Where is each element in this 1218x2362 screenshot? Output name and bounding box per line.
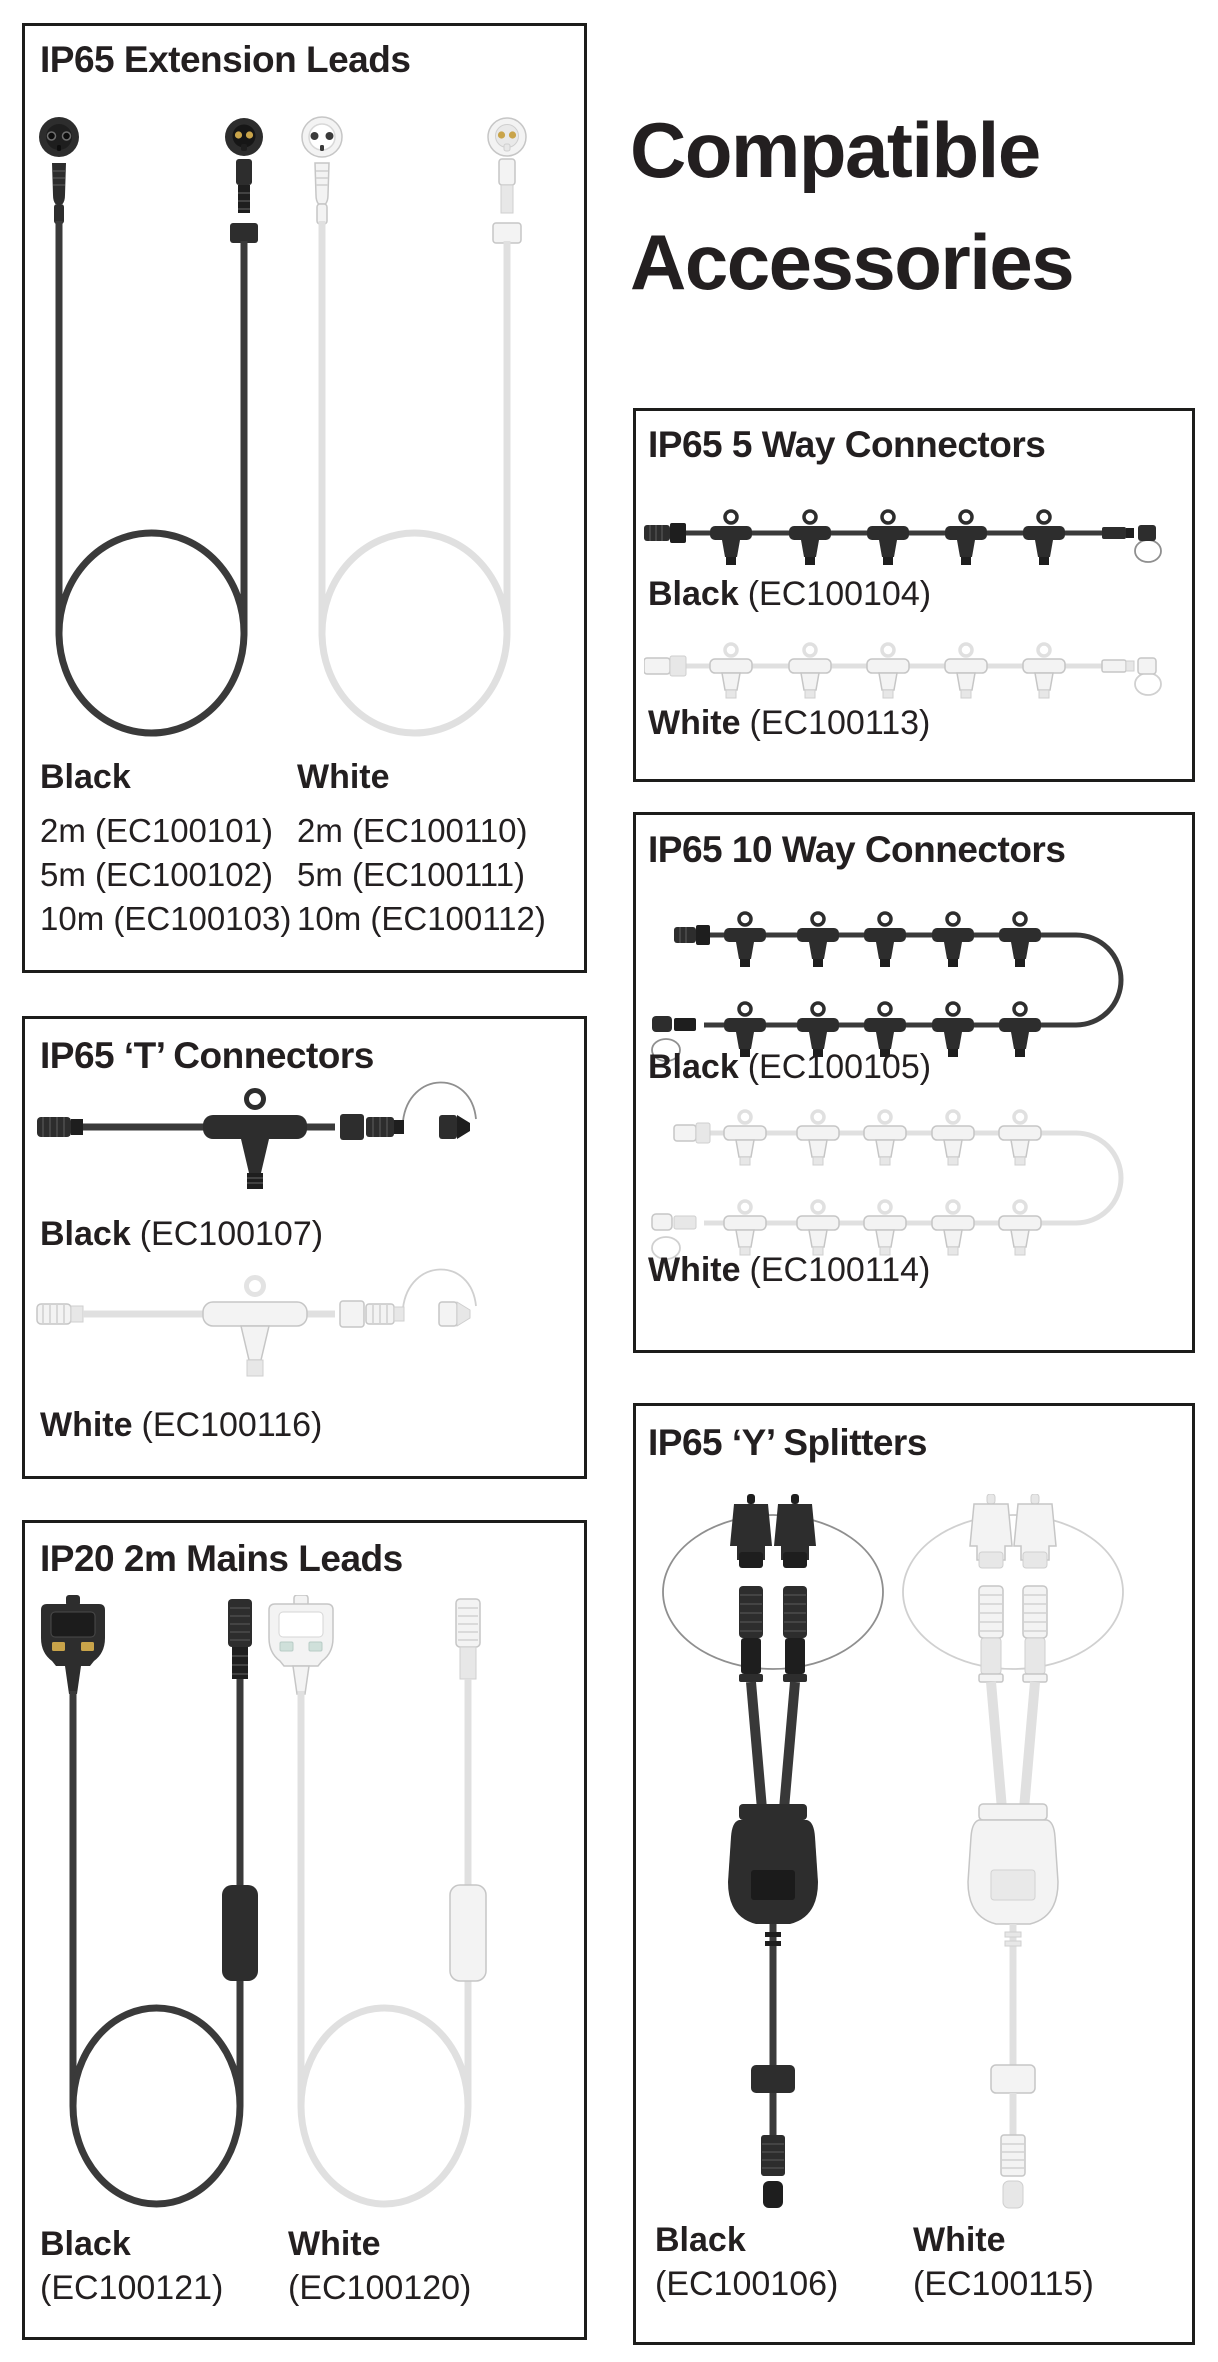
- way5-white-illustration: [644, 632, 1184, 704]
- way5-black-label: Black (EC100104): [648, 575, 932, 613]
- way5-black-illustration: [644, 499, 1184, 571]
- mains-lead-black-illustration: [35, 1595, 267, 2235]
- extension-leads-black-item-2m: 2m (EC100101): [40, 812, 273, 849]
- mains-leads-black-label: Black (EC100121): [40, 2225, 224, 2307]
- extension-leads-white-item-10m: 10m (EC100112): [297, 900, 546, 937]
- y-splitters-panel: [633, 1403, 1195, 2345]
- mains-leads-white-label: White (EC100120): [288, 2225, 472, 2307]
- page-title-line2: Accessories: [630, 218, 1074, 306]
- extension-leads-title: IP65 Extension Leads: [40, 39, 411, 80]
- extension-leads-white-item-2m: 2m (EC100110): [297, 812, 528, 849]
- mains-leads-panel: [22, 1520, 587, 2340]
- y-splitter-black-illustration: [636, 1494, 917, 2224]
- t-connectors-panel: [22, 1016, 587, 1479]
- mains-leads-title: IP20 2m Mains Leads: [40, 1538, 403, 1579]
- extension-leads-white-label: White: [297, 758, 390, 796]
- t-connectors-black-label: Black (EC100107): [40, 1215, 324, 1253]
- way10-connectors-panel: [633, 812, 1195, 1353]
- extension-leads-panel: [22, 23, 587, 973]
- way5-connectors-title: IP65 5 Way Connectors: [648, 424, 1046, 465]
- t-connectors-title: IP65 ‘T’ Connectors: [40, 1035, 374, 1076]
- way10-black-label: Black (EC100105): [648, 1048, 932, 1086]
- extension-leads-white-item-5m: 5m (EC100111): [297, 856, 526, 893]
- t-connector-white-illustration: [35, 1256, 505, 1386]
- y-splitters-white-label: White (EC100115): [913, 2221, 1094, 2303]
- t-connectors-white-label: White (EC100116): [40, 1406, 323, 1444]
- extension-leads-black-item-5m: 5m (EC100102): [40, 856, 273, 893]
- y-splitters-title: IP65 ‘Y’ Splitters: [648, 1422, 927, 1463]
- way5-connectors-panel: [633, 408, 1195, 782]
- mains-lead-white-illustration: [263, 1595, 495, 2235]
- y-splitters-black-label: Black (EC100106): [655, 2221, 839, 2303]
- way10-white-label: White (EC100114): [648, 1251, 931, 1289]
- t-connector-black-illustration: [35, 1069, 505, 1199]
- page-title-line1: Compatible: [630, 106, 1040, 194]
- y-splitter-white-illustration: [876, 1494, 1157, 2224]
- way5-white-label: White (EC100113): [648, 704, 931, 742]
- extension-leads-black-label: Black: [40, 758, 131, 796]
- extension-lead-white-illustration: [300, 111, 532, 741]
- way10-connectors-title: IP65 10 Way Connectors: [648, 829, 1066, 870]
- page-title: [630, 94, 1073, 318]
- extension-leads-black-item-10m: 10m (EC100103): [40, 900, 292, 937]
- extension-lead-black-illustration: [37, 111, 269, 741]
